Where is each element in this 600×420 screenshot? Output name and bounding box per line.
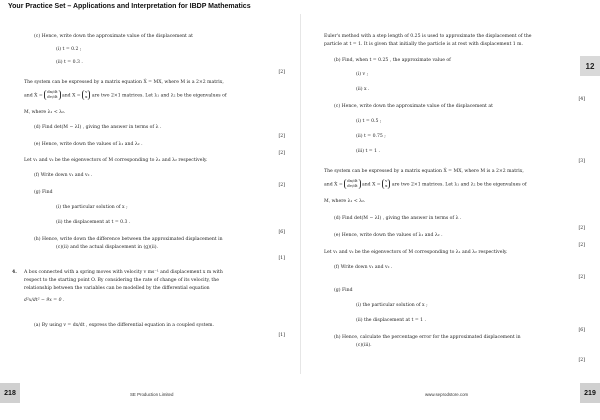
page-divider [300,14,301,374]
matrix-definition: and Ẋ = dx/dt dv/dt and X = v x are two 2×1 matrices. Let λ₁ and λ₂ be the eigenvalues of [324,178,527,188]
matrix-definition: and Ẋ = dx/dt dv/dt and X = v x are two 2×1 matrices. Let λ₁ and λ₂ be the eigenvalues of [24,89,227,99]
q-g: (g) Find [334,288,353,293]
q-h-line2: (c)(iii). [356,343,372,348]
q4-line2: respect to the starting point O. By considering the rate of change of its velocity, the [24,278,219,283]
mark-f: [2] [578,275,585,280]
q-h-line2: (c)(ii) and the actual displacement in (g)(ii). [56,245,158,250]
book-title: Your Practice Set – Applications and Interpretation for IBDP Mathematics [8,3,251,10]
q-c: (c) Hence, write down the approximate value of the displacement at [334,104,493,109]
q4-a: (a) By using v = dx/dt , express the differential equation in a coupled system. [34,323,215,328]
euler-line1: Euler's method with a step length of 0.25 is used to approximate the displacement of the [324,34,532,39]
q-c-iii: (iii) t = 1 . [356,149,380,154]
matrix-intro: The system can be expressed by a matrix equation Ẋ = MX, where M is a 2×2 matrix, [24,80,224,85]
vector-xdot: dx/dt dv/dt [344,179,360,189]
q-b-i: (i) v ; [356,72,369,77]
q-g-i: (i) the particular solution of x ; [56,205,128,210]
page-number-left: 218 [0,383,20,403]
right-page [324,22,599,382]
q-h-line1: (h) Hence, calculate the percentage error for the approximated displacement in [334,335,521,340]
vector-x: v x [382,179,390,189]
vector-x: v x [82,90,90,100]
q-g-ii: (ii) the displacement at t = 0.3 . [56,220,131,225]
eigenvector-line: Let v₁ and v₂ be the eigenvectors of M corresponding to λ₁ and λ₂ respectively. [324,250,508,255]
eigenvector-line: Let v₁ and v₂ be the eigenvectors of M corresponding to λ₁ and λ₂ respectively. [24,158,208,163]
q-g-i: (i) the particular solution of x ; [356,303,428,308]
euler-line2: particle at t = 1. It is given that initially the particle is at rest with displacement 1 m. [324,42,523,47]
publisher-name: SE Production Limited [130,392,174,397]
page-number-right: 219 [580,383,600,403]
q-b: (b) Find, when t = 0.25 , the approximate value of [334,58,451,63]
matrix-intro: The system can be expressed by a matrix equation Ẋ = MX, where M is a 2×2 matrix, [324,169,524,174]
q-c-intro: (c) Hence, write down the approximate value of the displacement at [34,34,193,39]
q-e: (e) Hence, write down the values of λ₁ and λ₂ . [34,142,143,147]
question-number: 4. [12,270,17,275]
q-g-ii: (ii) the displacement at t = 1 . [356,318,427,323]
chapter-tab: 12 [580,56,600,76]
website-link[interactable]: www.seprodstore.com [425,392,469,397]
mark-c: [2] [278,70,285,75]
q-h-line1: (h) Hence, write down the difference between the approximated displacement in [34,237,223,242]
mark-g: [6] [278,230,285,235]
matrix-m: M, where λ₁ < λ₂. [324,199,366,204]
mark-h: [2] [578,358,585,363]
mark-c: [3] [578,159,585,164]
mark-d: [2] [578,226,585,231]
q-g: (g) Find [34,190,53,195]
vector-xdot: dx/dt dv/dt [44,90,60,100]
mark-e: [2] [578,243,585,248]
mark-e: [2] [278,151,285,156]
mark-a: [1] [278,333,285,338]
mark-f: [2] [278,183,285,188]
q-c-ii: (ii) t = 0.3 . [56,60,83,65]
q-c-ii: (ii) t = 0.75 ; [356,134,386,139]
q-f: (f) Write down v₁ and v₂ . [34,173,93,178]
mark-g: [6] [578,328,585,333]
q-c-i: (i) t = 0.5 ; [356,119,382,124]
q-c-i: (i) t = 0.2 ; [56,47,82,52]
q-b-ii: (ii) x . [356,87,370,92]
mark-h: [1] [278,256,285,261]
differential-equation: d²x/dt² − 9x = 0 . [24,298,65,303]
q-d: (d) Find det(M − λI) , giving the answer in terms of λ . [34,125,162,130]
q-e: (e) Hence, write down the values of λ₁ and λ₂ . [334,233,443,238]
q-f: (f) Write down v₁ and v₂ . [334,265,393,270]
q4-line3: relationship between the variables can be modelled by the differential equation [24,286,210,291]
matrix-m: M, where λ₁ < λ₂. [24,110,66,115]
left-page [12,22,299,382]
mark-d: [2] [278,134,285,139]
mark-b: [4] [578,97,585,102]
q4-line1: A box connected with a spring moves with velocity v ms⁻¹ and displacement x m with [24,270,223,275]
q-d: (d) Find det(M − λI) , giving the answer in terms of λ . [334,216,462,221]
